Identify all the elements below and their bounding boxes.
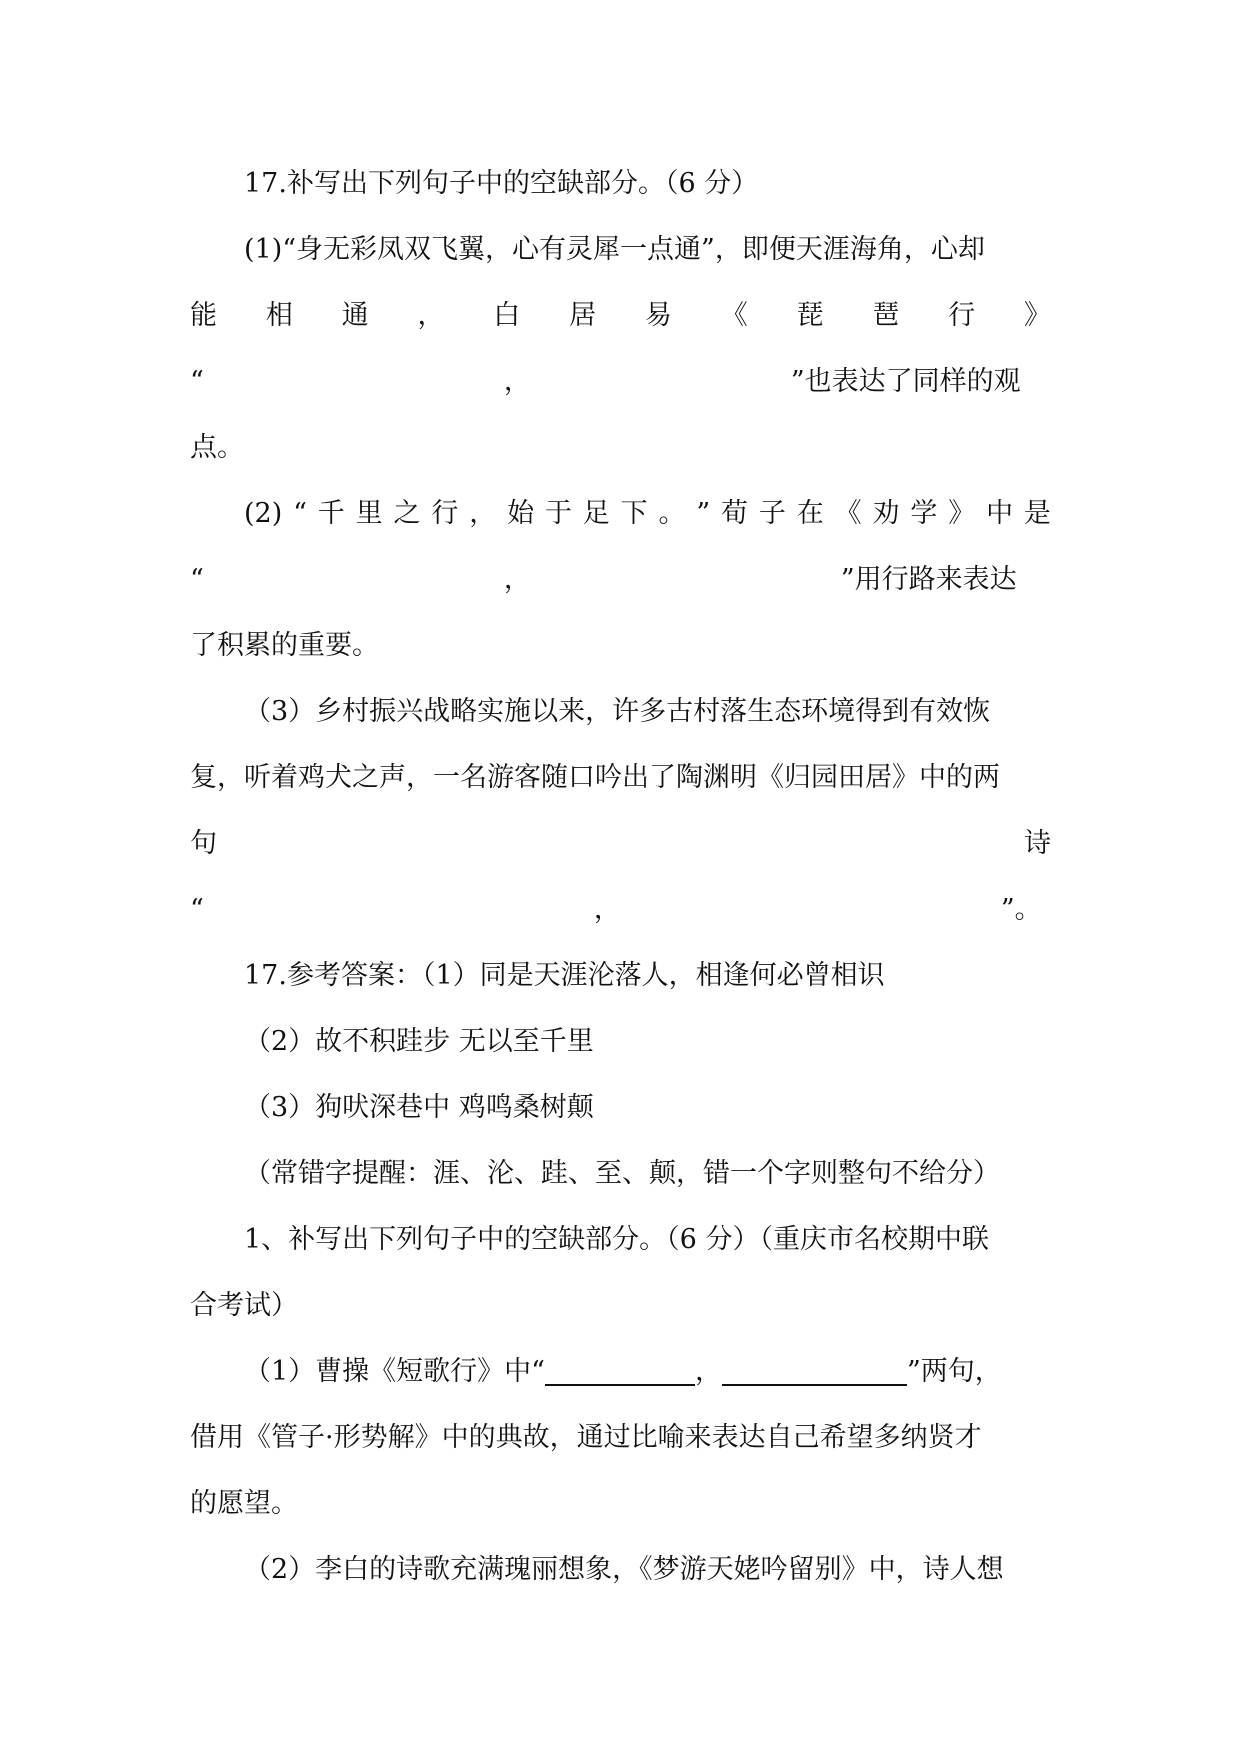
- char: 荀: [721, 498, 749, 529]
- char: 足: [582, 498, 610, 529]
- q17-item1-line1: (1)“身无彩凤双飞翼，心有灵犀一点通”，即便天涯海角，心却: [244, 234, 985, 265]
- close-quote: ”。: [1000, 894, 1042, 925]
- char: 能: [190, 300, 217, 331]
- answer-blank[interactable]: [545, 1358, 695, 1386]
- answer-line3: （3）狗吠深巷中 鸡鸣桑树颠: [244, 1092, 594, 1123]
- char: ，: [417, 300, 445, 331]
- char: 琵: [796, 300, 824, 331]
- char: 子: [758, 498, 786, 529]
- q17-item3-line3: [190, 820, 1051, 868]
- q17-item1-line3: [190, 358, 1051, 406]
- char: 《: [720, 300, 748, 331]
- q17-item3-line2: 复，听着鸡犬之声，一名游客随口吟出了陶渊明《归园田居》中的两: [190, 762, 1000, 793]
- char: 》: [948, 498, 976, 529]
- answer-line2: （2）故不积跬步 无以至千里: [244, 1026, 594, 1057]
- char: 》: [1023, 300, 1051, 331]
- q1-title-line2: 合考试）: [190, 1290, 298, 1321]
- char: 行: [431, 498, 459, 529]
- answer-note: （常错字提醒：涯、沦、跬、至、颠，错一个字则整句不给分）: [244, 1158, 1000, 1189]
- line-tail: ”也表达了同样的观: [790, 366, 1021, 397]
- char: ”: [696, 498, 711, 529]
- q17-title: 17.补写出下列句子中的空缺部分。（6 分）: [244, 168, 759, 199]
- char: 句: [190, 828, 217, 859]
- q17-item1-line4: 点。: [190, 432, 244, 463]
- q17-item2-line2: [190, 556, 1051, 604]
- q1-title-line1: 1、补写出下列句子中的空缺部分。（6 分）（重庆市名校期中联: [244, 1224, 989, 1255]
- q17-item3-line1: （3）乡村振兴战略实施以来，许多古村落生态环境得到有效恢: [244, 696, 991, 727]
- q17-item3-line4: [190, 886, 1051, 934]
- q17-item2-line1: [244, 490, 1051, 538]
- char: 中: [986, 498, 1014, 529]
- char: 在: [796, 498, 824, 529]
- line-tail: ”用行路来表达: [840, 564, 1017, 595]
- comma: ，: [593, 894, 621, 925]
- answer-line1: 17.参考答案：（1）同是天涯沦落人，相逢何必曾相识: [244, 960, 885, 991]
- char: 通: [341, 300, 369, 331]
- q1-item1-line2: 借用《管子·形势解》中的典故，通过比喻来表达自己希望多纳贤才: [190, 1422, 982, 1453]
- item-suffix: ”两句，: [906, 1356, 1002, 1387]
- open-quote: “: [190, 894, 204, 925]
- char: 诗: [1024, 828, 1051, 859]
- q1-item1-line3: 的愿望。: [190, 1488, 298, 1519]
- char: 下: [620, 498, 648, 529]
- char: 白: [493, 300, 521, 331]
- char: “: [293, 498, 307, 529]
- char: 始: [507, 498, 535, 529]
- char: 学: [910, 498, 938, 529]
- q17-item2-line3: 了积累的重要。: [190, 630, 379, 661]
- char: 是: [1023, 498, 1051, 529]
- char: 劝: [872, 498, 900, 529]
- comma: ，: [503, 564, 531, 595]
- char: 《: [834, 498, 862, 529]
- item-prefix: （1）曹操《短歌行》中“: [244, 1356, 545, 1387]
- char: 。: [658, 498, 686, 529]
- char: (2): [244, 498, 283, 529]
- open-quote: “: [190, 366, 204, 397]
- answer-blank[interactable]: [722, 1358, 907, 1386]
- char: 里: [355, 498, 383, 529]
- char: 之: [393, 498, 421, 529]
- char: 琶: [872, 300, 900, 331]
- q1-item1-line1: [244, 1348, 1051, 1396]
- open-quote: “: [190, 564, 204, 595]
- comma: ，: [503, 366, 531, 397]
- char: 于: [544, 498, 572, 529]
- comma: ，: [694, 1356, 722, 1387]
- q17-item1-line2: [190, 292, 1051, 340]
- char: 千: [317, 498, 345, 529]
- char: 相: [265, 300, 293, 331]
- char: ，: [469, 498, 497, 529]
- char: 行: [948, 300, 976, 331]
- q1-item2-line1: （2）李白的诗歌充满瑰丽想象，《梦游天姥吟留别》中，诗人想: [244, 1554, 1004, 1585]
- char: 易: [644, 300, 672, 331]
- char: 居: [569, 300, 597, 331]
